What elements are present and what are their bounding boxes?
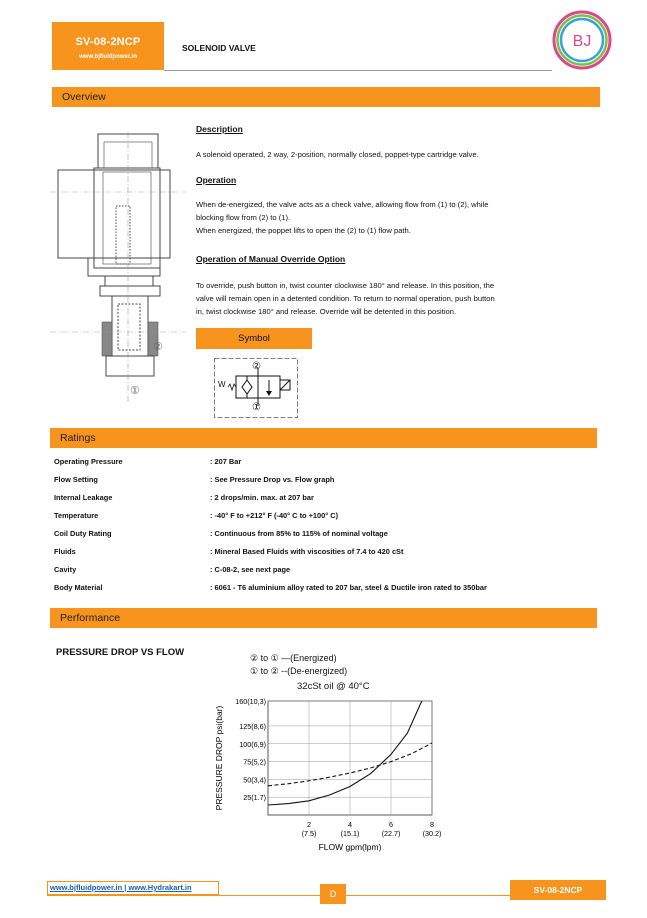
ratings-section-bar: [50, 428, 597, 448]
rating-label: Coil Duty Rating: [54, 529, 112, 538]
x-tick-sublabel: (22.7): [381, 829, 401, 838]
x-tick-sublabel: (15.1): [340, 829, 360, 838]
y-tick-label: 50(3,4): [243, 775, 266, 785]
rating-value: : Continuous from 85% to 115% of nominal voltage: [210, 529, 388, 538]
rating-label: Temperature: [54, 511, 99, 520]
model-code: SV-08-2NCP: [75, 36, 141, 48]
header-website[interactable]: www.bjfluidpower.in: [79, 54, 137, 60]
model-badge: [52, 22, 164, 70]
symbol-w-label: W: [218, 380, 226, 389]
y-tick-label: 75(5,2): [243, 757, 266, 767]
operation-line-2: blocking flow from (2) to (1).: [196, 213, 291, 222]
series-line-energized: [268, 701, 422, 805]
bj-logo: [552, 10, 612, 70]
y-tick-label: 25(1.7): [243, 793, 266, 803]
ratings-title: Ratings: [60, 432, 96, 444]
rating-label: Cavity: [54, 565, 77, 574]
footer-website-link[interactable]: www.bjfluidpower.in | www.Hydrakart.in: [47, 881, 219, 895]
legend-energized: ② to ① —(Energized): [250, 653, 337, 663]
rating-label: Operating Pressure: [54, 457, 123, 466]
x-tick-label: 4: [348, 820, 352, 829]
drawing-port-2: ②: [153, 341, 163, 353]
symbol-port-1: ①: [252, 402, 261, 413]
symbol-label: Symbol: [196, 328, 312, 349]
description-text: A solenoid operated, 2 way, 2-position, normally closed, poppet-type cartridge valve.: [196, 150, 479, 159]
x-tick-sublabel: (7.5): [301, 829, 317, 838]
symbol-port-2: ②: [252, 361, 261, 372]
x-axis-label: FLOW gpm(lpm): [318, 842, 382, 852]
manual-line-2: valve will remain open in a detented condition. To return to normal operation, push button: [196, 294, 495, 303]
y-tick-label: 160(10,3): [235, 697, 266, 706]
chart-title: PRESSURE DROP VS FLOW: [56, 647, 185, 658]
rating-label: Fluids: [54, 547, 76, 556]
logo-text: BJ: [572, 33, 592, 50]
y-tick-label: 125(8,6): [239, 721, 266, 731]
rating-value: : 6061 - T6 aluminium alloy rated to 207 bar, steel & Ductile iron rated to 350bar: [210, 583, 487, 592]
performance-title: Performance: [60, 612, 121, 624]
manual-line-1: To override, push button in, twist counter clockwise 180° and release. In this position, the: [196, 281, 495, 290]
x-tick-label: 8: [430, 820, 434, 829]
manual-override-heading: Operation of Manual Override Option: [196, 254, 346, 264]
x-tick-label: 2: [307, 820, 311, 829]
x-tick-sublabel: (30.2): [422, 829, 442, 838]
operation-line-1: When de-energized, the valve acts as a check valve, allowing flow from (1) to (2), while: [196, 200, 489, 209]
overview-title: Overview: [62, 91, 106, 103]
overview-section-bar: [52, 87, 600, 107]
footer-page-letter: D: [320, 884, 346, 904]
rating-value: : See Pressure Drop vs. Flow graph: [210, 475, 335, 484]
manual-line-3: in, twist clockwise 180° and release. Override will be detented in this position.: [196, 307, 457, 316]
rating-label: Body Material: [54, 583, 103, 592]
rating-value: : C-08-2, see next page: [210, 565, 291, 574]
performance-section-bar: [50, 608, 597, 628]
valve-cross-section-drawing: [48, 132, 188, 402]
drawing-port-1: ①: [130, 385, 140, 397]
y-tick-label: 100(6,9): [239, 739, 266, 749]
rating-value: : 2 drops/min. max. at 207 bar: [210, 493, 314, 502]
rating-label: Internal Leakage: [54, 493, 113, 502]
x-tick-label: 6: [389, 820, 393, 829]
operation-line-3: When energized, the poppet lifts to open the (2) to (1) flow path.: [196, 226, 411, 235]
header-divider: [164, 70, 552, 71]
legend-de-energized: ① to ② --(De-energized): [250, 666, 348, 676]
operation-heading: Operation: [196, 175, 237, 185]
description-heading: Description: [196, 124, 243, 134]
product-title: SOLENOID VALVE: [182, 43, 256, 53]
rating-value: : 207 Bar: [210, 457, 242, 466]
rating-value: : Mineral Based Fluids with viscosities of 7.4 to 420 cSt: [210, 547, 404, 556]
footer-model-code: SV-08-2NCP: [510, 880, 606, 900]
oil-note: 32cSt oil @ 40°C: [297, 681, 370, 692]
pressure-drop-chart: [200, 695, 450, 875]
rating-label: Flow Setting: [54, 475, 98, 484]
rating-value: : -40° F to +212° F (-40° C to +100° C): [210, 511, 339, 520]
y-axis-label: PRESSURE DROP psi(bar): [214, 705, 224, 811]
